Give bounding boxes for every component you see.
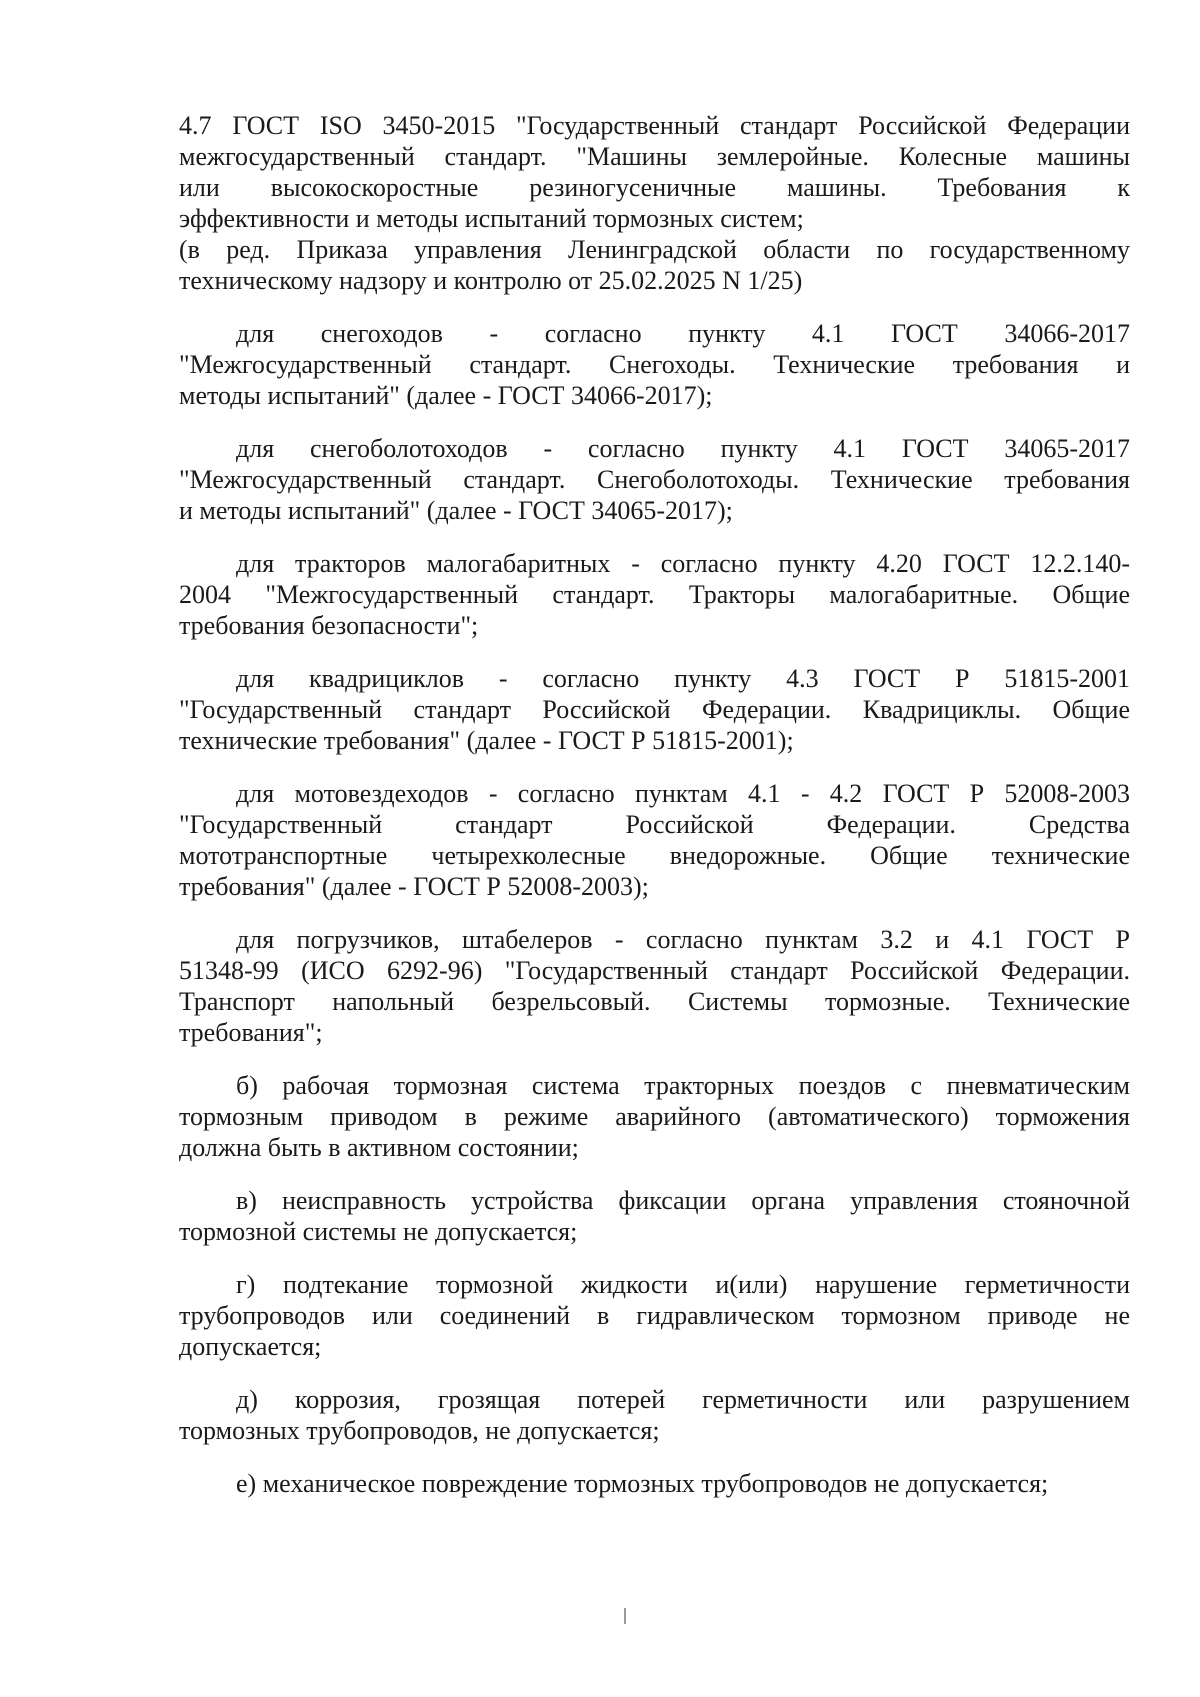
paragraph-line: "Межгосударственный стандарт. Снегоболотоходы. Технические требования <box>179 465 1130 494</box>
paragraph-line: мототранспортные четырехколесные внедорожные. Общие технические <box>179 841 1130 870</box>
paragraph-line: тормозной системы не допускается; <box>179 1217 578 1246</box>
paragraph-b <box>179 1070 1130 1163</box>
paragraph-line: и методы испытаний" (далее - ГОСТ 34065-2017); <box>179 496 733 525</box>
paragraph-line: требования безопасности"; <box>179 611 479 640</box>
paragraph-line: для квадрициклов - согласно пункту 4.3 ГОСТ Р 51815-2001 <box>236 664 1130 693</box>
paragraph-line: тормозным приводом в режиме аварийного (автоматического) торможения <box>179 1102 1130 1131</box>
paragraph-line: трубопроводов или соединений в гидравлическом тормозном приводе не <box>179 1301 1130 1330</box>
paragraph-line: требования"; <box>179 1018 323 1047</box>
paragraph-line: или высокоскоростные резиногусеничные машины. Требования к <box>179 173 1130 202</box>
paragraph-snowmobiles <box>179 318 1130 411</box>
paragraph-line: для тракторов малогабаритных - согласно пункту 4.20 ГОСТ 12.2.140- <box>236 549 1130 578</box>
paragraph-v <box>179 1185 1130 1247</box>
page-bottom-mark <box>624 1608 626 1624</box>
paragraph-line: должна быть в активном состоянии; <box>179 1133 579 1162</box>
paragraph-line: техническому надзору и контролю от 25.02.2025 N 1/25) <box>179 266 803 295</box>
paragraph-g <box>179 1269 1130 1362</box>
paragraph-d <box>179 1384 1130 1446</box>
paragraph-line: г) подтекание тормозной жидкости и(или) нарушение герметичности <box>236 1270 1130 1299</box>
paragraph-e <box>179 1468 1130 1499</box>
paragraph-line: 2004 "Межгосударственный стандарт. Тракторы малогабаритные. Общие <box>179 580 1130 609</box>
paragraph-line: для погрузчиков, штабелеров - согласно пунктам 3.2 и 4.1 ГОСТ Р <box>236 925 1130 954</box>
document-body <box>179 110 1130 1521</box>
paragraph-small-tractors <box>179 548 1130 641</box>
paragraph-line: "Межгосударственный стандарт. Снегоходы. Технические требования и <box>179 350 1130 379</box>
paragraph-line: "Государственный стандарт Российской Федерации. Средства <box>179 810 1130 839</box>
paragraph-line: 4.7 ГОСТ ISO 3450-2015 "Государственный стандарт Российской Федерации <box>179 111 1130 140</box>
paragraph-snow-swamp-vehicles <box>179 433 1130 526</box>
paragraph-line: эффективности и методы испытаний тормозных систем; <box>179 204 804 233</box>
paragraph-amendment <box>179 234 1130 296</box>
paragraph-line: технические требования" (далее - ГОСТ Р 51815-2001); <box>179 726 794 755</box>
paragraph-line: для мотовездеходов - согласно пунктам 4.1 - 4.2 ГОСТ Р 52008-2003 <box>236 779 1130 808</box>
paragraph-line: д) коррозия, грозящая потерей герметичности или разрушением <box>236 1385 1130 1414</box>
paragraph-line: для снегоболотоходов - согласно пункту 4.1 ГОСТ 34065-2017 <box>236 434 1130 463</box>
paragraph-line: в) неисправность устройства фиксации органа управления стояночной <box>236 1186 1130 1215</box>
paragraph-line: методы испытаний" (далее - ГОСТ 34066-2017); <box>179 381 713 410</box>
paragraph-line: Транспорт напольный безрельсовый. Системы тормозные. Технические <box>179 987 1130 1016</box>
paragraph-loaders <box>179 924 1130 1048</box>
paragraph-line: допускается; <box>179 1332 322 1361</box>
paragraph-atv <box>179 778 1130 902</box>
paragraph-line: б) рабочая тормозная система тракторных поездов с пневматическим <box>236 1071 1130 1100</box>
paragraph-line: для снегоходов - согласно пункту 4.1 ГОСТ 34066-2017 <box>236 319 1130 348</box>
paragraph-line: "Государственный стандарт Российской Федерации. Квадрициклы. Общие <box>179 695 1130 724</box>
paragraph-line: е) механическое повреждение тормозных трубопроводов не допускается; <box>236 1469 1049 1498</box>
paragraph-line: (в ред. Приказа управления Ленинградской области по государственному <box>179 235 1130 264</box>
paragraph-line: требования" (далее - ГОСТ Р 52008-2003); <box>179 872 649 901</box>
paragraph-4-7 <box>179 110 1130 234</box>
paragraph-line: тормозных трубопроводов, не допускается; <box>179 1416 660 1445</box>
paragraph-quadricycles <box>179 663 1130 756</box>
paragraph-line: межгосударственный стандарт. "Машины землеройные. Колесные машины <box>179 142 1130 171</box>
paragraph-line: 51348-99 (ИСО 6292-96) "Государственный стандарт Российской Федерации. <box>179 956 1130 985</box>
